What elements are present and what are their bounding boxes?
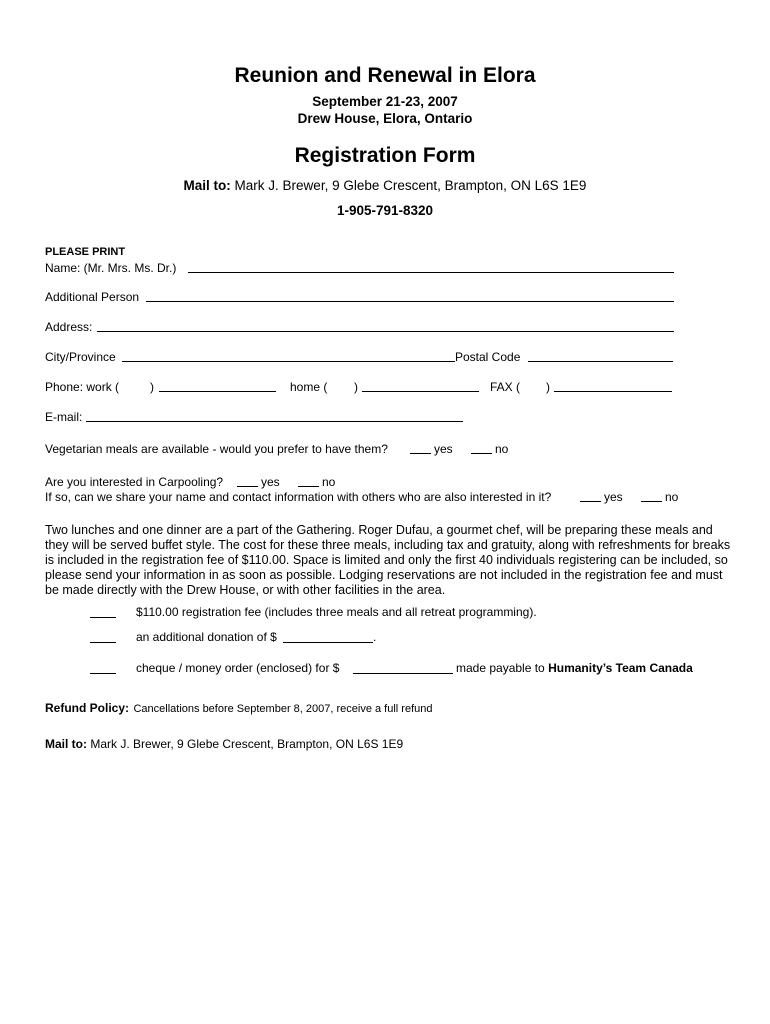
contact-phone: 1-905-791-8320	[336, 203, 434, 218]
additional-person-label: Additional Person	[45, 290, 140, 304]
vegetarian-no-label: no	[495, 442, 509, 456]
carpool-no-blank[interactable]	[298, 486, 319, 487]
share-yes-label: yes	[604, 490, 623, 504]
share-yes-blank[interactable]	[580, 501, 601, 502]
fax-label: FAX (	[490, 380, 521, 394]
address-label: Address:	[45, 320, 93, 334]
event-venue: Drew House, Elora, Ontario	[297, 111, 473, 126]
mail-to-label: Mail to:	[183, 178, 231, 193]
donation-label: an additional donation of $	[136, 630, 277, 644]
city-label: City/Province	[45, 350, 116, 364]
payable-to-label: made payable to	[456, 661, 545, 675]
carpool-yes-label: yes	[261, 475, 280, 489]
mail-to-footer	[45, 737, 403, 751]
home-paren-close: )	[354, 380, 358, 394]
refund-policy-text: Cancellations before September 8, 2007, receive a full refund	[133, 703, 433, 715]
meals-info-paragraph: Two lunches and one dinner are a part of the Gathering. Roger Dufau, a gourmet chef, will be preparing these meals and they will be served buffet style. The cost for these three meals, including tax and gratuity, along with refreshments for breaks is included in the registration fee of $110.00. Space is limited and only the first 40 individuals registering can be included, so please send your information in as soon as possible. Lodging reservations are not included in the registration fee and must be made directly with the Drew House, or with other facilities in the area.	[45, 523, 731, 597]
fax-field[interactable]	[554, 391, 672, 392]
carpool-yes-blank[interactable]	[237, 486, 258, 487]
phone-work-label: Phone: work (	[45, 380, 120, 394]
share-no-blank[interactable]	[641, 501, 662, 502]
postal-code-field[interactable]	[528, 361, 673, 362]
refund-policy-label: Refund Policy:	[45, 701, 130, 715]
name-label: Name: (Mr. Mrs. Ms. Dr.)	[45, 261, 177, 275]
carpool-question: Are you interested in Carpooling?	[45, 475, 224, 489]
cheque-amount-field[interactable]	[353, 673, 453, 674]
work-phone-field[interactable]	[159, 391, 276, 392]
cheque-check-blank[interactable]	[90, 673, 116, 674]
payee-name: Humanity’s Team Canada	[548, 661, 693, 675]
additional-person-field[interactable]	[146, 301, 674, 302]
email-label: E-mail:	[45, 410, 83, 424]
form-title: Registration Form	[294, 144, 476, 167]
event-title: Reunion and Renewal in Elora	[234, 64, 536, 87]
footer-mail-to-label: Mail to:	[45, 737, 87, 751]
fee-check-blank[interactable]	[90, 617, 116, 618]
footer-mail-to-address: Mark J. Brewer, 9 Glebe Crescent, Brampton, ON L6S 1E9	[90, 737, 404, 751]
vegetarian-no-blank[interactable]	[471, 453, 492, 454]
home-phone-field[interactable]	[362, 391, 479, 392]
vegetarian-yes-label: yes	[434, 442, 453, 456]
email-field[interactable]	[86, 421, 463, 422]
cheque-payable-to	[456, 661, 693, 675]
home-phone-label: home (	[290, 380, 328, 394]
donation-amount-field[interactable]	[283, 642, 373, 643]
vegetarian-yes-blank[interactable]	[410, 453, 431, 454]
event-dates: September 21-23, 2007	[312, 94, 458, 109]
vegetarian-question: Vegetarian meals are available - would you prefer to have them?	[45, 442, 388, 456]
share-contact-question: If so, can we share your name and contact information with others who are also interested in it?	[45, 490, 552, 504]
cheque-label: cheque / money order (enclosed) for $	[136, 661, 340, 675]
please-print-note: PLEASE PRINT	[45, 246, 126, 258]
city-field[interactable]	[122, 361, 455, 362]
mail-to-address: Mark J. Brewer, 9 Glebe Crescent, Brampton, ON L6S 1E9	[234, 178, 587, 193]
postal-code-label: Postal Code	[455, 350, 521, 364]
address-field[interactable]	[97, 331, 674, 332]
work-paren-close: )	[150, 380, 154, 394]
donation-period: .	[373, 630, 377, 644]
fee-line: $110.00 registration fee (includes three meals and all retreat programming).	[136, 605, 537, 619]
donation-check-blank[interactable]	[90, 642, 116, 643]
refund-policy	[45, 699, 432, 717]
share-no-label: no	[665, 490, 679, 504]
carpool-no-label: no	[322, 475, 336, 489]
name-field[interactable]	[188, 272, 674, 273]
fax-paren-close: )	[546, 380, 550, 394]
mail-to-header	[0, 178, 770, 193]
